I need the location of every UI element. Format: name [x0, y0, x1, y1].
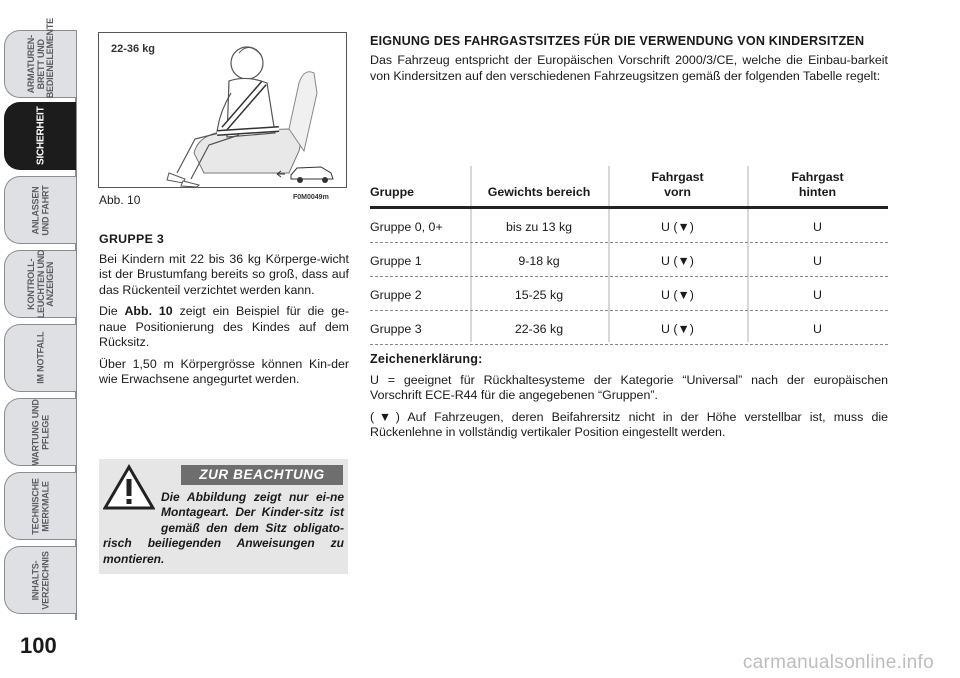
cell-hinten: U — [813, 220, 822, 234]
cell-vorn: U (▼) — [661, 322, 694, 336]
cell-gewicht: 15-25 kg — [514, 288, 564, 302]
cell-gruppe: Gruppe 2 — [370, 288, 422, 302]
tab-anlassen[interactable] — [4, 176, 76, 244]
cell-hinten: U — [813, 288, 822, 302]
cell-gewicht: 9-18 kg — [518, 254, 560, 268]
tab-label: TECHNISCHE MERKMALE — [30, 477, 50, 535]
tab-im-notfall[interactable] — [4, 324, 76, 392]
cell-gruppe: Gruppe 0, 0+ — [370, 220, 443, 234]
child-seat-figure — [98, 32, 347, 188]
text: Die — [99, 304, 125, 318]
paragraph — [99, 304, 349, 351]
child-seat-illustration — [99, 33, 346, 187]
table-header — [370, 166, 888, 206]
tab-wartung[interactable] — [4, 398, 76, 466]
cell-vorn: U (▼) — [661, 254, 694, 268]
header-vorn: Fahrgast vorn — [651, 170, 704, 199]
cell-hinten: U — [813, 254, 822, 268]
warning-title: ZUR BEACHTUNG — [181, 465, 343, 485]
warning-text-body: Die Abbildung zeigt nur ei-ne Montageart. Der Kinder-sitz ist gemäß den dem Sitz obligato-risch beiliegenden Anweisungen zu montieren. — [103, 490, 344, 566]
figure-code: F0M0049m — [293, 194, 329, 201]
legend-heading: Zeichenerklärung: — [370, 352, 483, 366]
table-row — [370, 209, 888, 243]
table-row — [370, 243, 888, 277]
section-heading: EIGNUNG DES FAHRGASTSITZES FÜR DIE VERWENDUNG VON KINDERSITZEN — [370, 34, 865, 48]
cell-gewicht: 22-36 kg — [514, 322, 564, 336]
tab-label: INHALTS- VERZEICHNIS — [30, 550, 50, 610]
tab-label: ANLASSEN UND FAHRT — [30, 184, 50, 236]
cell-hinten: U — [813, 322, 822, 336]
legend-triangle: (▼) Auf Fahrzeugen, deren Beifahrersitz nicht in der Höhe verstellbar ist, muss die Rückenlehne in vollständig vertikaler Position eingestellt werden. — [370, 409, 888, 439]
header-gewicht: Gewichts bereich — [487, 185, 591, 199]
text: zeigt ein Beispiel für die ge-naue Positionierung des Kindes auf dem Rücksitz. — [99, 304, 349, 349]
cell-vorn: U (▼) — [661, 220, 694, 234]
intro-paragraph: Das Fahrzeug entspricht der Europäischen Vorschrift 2000/3/CE, welche die Einbau-barkeit von Kindersitzen auf den verschiedenen Fahrzeugsitzen gemäß der folgenden Tabelle regelt: — [370, 53, 888, 83]
tab-label: SICHERHEIT — [34, 106, 46, 166]
child-seat-table — [370, 166, 888, 345]
warning-box — [99, 459, 348, 574]
tab-label: IM NOTFALL — [34, 332, 45, 384]
tab-label: ARMATUREN- BRETT UND BEDIENELEMENTE — [25, 17, 55, 98]
cell-gruppe: Gruppe 3 — [370, 322, 422, 336]
cell-vorn: U (▼) — [661, 288, 694, 302]
left-column — [99, 232, 349, 394]
tab-label: KONTROLL- LEUCHTEN UND ANZEIGEN — [25, 249, 55, 318]
figure-reference: Abb. 10 — [124, 304, 173, 318]
legend-u: U = geeignet für Rückhaltesysteme der Kategorie “Universal” nach der europäischen Vorschrift ECE-R44 für die angegebenen “Gruppen”. — [370, 372, 888, 402]
paragraph: Bei Kindern mit 22 bis 36 kg Körperge-wicht ist der Brustumfang bereits so groß, dass auf das Rückenteil verzichtet werden kann. — [99, 251, 349, 297]
table-row — [370, 277, 888, 311]
figure-caption: Abb. 10 — [99, 193, 141, 207]
tab-kontrollleuchten[interactable] — [4, 250, 76, 318]
right-column — [370, 33, 888, 84]
tab-armaturenbrett[interactable] — [4, 17, 76, 98]
cell-gewicht: bis zu 13 kg — [505, 220, 573, 234]
tab-sicherheit[interactable] — [4, 102, 76, 170]
watermark: carmanualsonline.info — [742, 652, 934, 673]
tab-technische-merkmale[interactable] — [4, 472, 76, 540]
tab-inhaltsverzeichnis[interactable] — [4, 546, 76, 614]
cell-gruppe: Gruppe 1 — [370, 254, 422, 268]
page-number: 100 — [20, 633, 57, 658]
header-gruppe: Gruppe — [370, 185, 415, 199]
warning-text — [103, 490, 344, 567]
tab-label: WARTUNG UND PFLEGE — [30, 398, 50, 466]
section-heading: GRUPPE 3 — [99, 232, 165, 246]
header-hinten: Fahrgast hinten — [791, 170, 844, 199]
paragraph: Über 1,50 m Körpergrösse können Kin-der wie Erwachsene angegurtet werden. — [99, 356, 349, 386]
figure-weight-tag: 22-36 kg — [111, 43, 156, 55]
legend — [370, 352, 888, 447]
table-row — [370, 311, 888, 345]
